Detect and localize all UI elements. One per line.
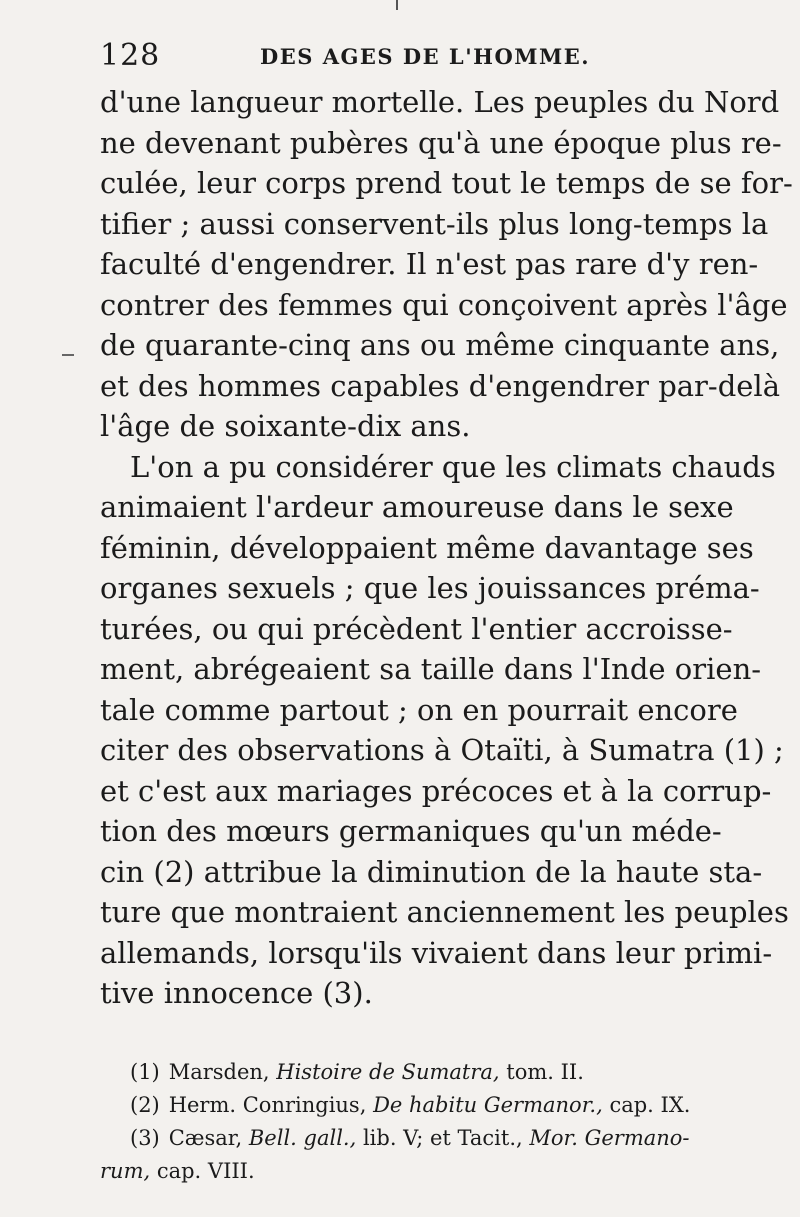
footnote-text: Marsden, [168,1060,277,1084]
running-title: DES AGES DE L'HOMME. [260,44,591,69]
footnote-text: tom. II. [499,1060,584,1084]
text-line: tale comme partout ; on en pourrait encore [100,692,738,727]
footnote [100,1089,700,1122]
text-line: féminin, développaient même davantage ses [100,530,754,565]
footnote-text: lib. V; et Tacit., [356,1126,530,1150]
footnote-text: Herm. Conringius, [168,1093,374,1117]
text-line: culée, leur corps prend tout le temps de se for- [100,166,793,200]
print-mark [396,0,398,10]
footnote-text: cap. VIII. [150,1159,255,1183]
footnote-mark: (2) [130,1093,160,1117]
footnote-mark: (3) [130,1126,160,1150]
text-line: ture que montraient anciennement les peuples [100,895,789,929]
text-line: cin (2) attribue la diminution de la haute sta- [100,854,763,889]
text-line: et c'est aux mariages précoces et à la corrup- [100,773,772,808]
footnote-continuation [100,1155,700,1188]
page-number: 128 [100,38,161,73]
footnote-text: Cæsar, [168,1126,249,1150]
text-line: animaient l'ardeur amoureuse dans le sexe [100,490,734,524]
text-line: ne devenant pubères qu'à une époque plus re- [100,125,782,160]
footnote-title: Histoire de Sumatra, [276,1060,500,1084]
footnote-title: rum, [100,1159,151,1183]
text-line: faculté d'engendrer. Il n'est pas rare d'y ren- [100,247,759,281]
footnote [100,1056,700,1089]
footnote-title: De habitu Germanor., [373,1093,603,1117]
text-line: L'on a pu considérer que les climats chauds [130,449,776,484]
footnote-text: cap. IX. [602,1093,691,1117]
text-line: ment, abrégeaient sa taille dans l'Inde orien- [100,652,762,686]
footnote-title: Bell. gall., [248,1126,357,1150]
text-line: organes sexuels ; que les jouissances préma- [100,571,760,605]
text-line: tive innocence (3). [100,976,373,1010]
text-line: tifier ; aussi conservent-ils plus long-temps la [100,206,769,241]
footnote [100,1122,700,1155]
footnote-mark: (1) [130,1060,160,1084]
text-line: citer des observations à Otaïti, à Sumatra (1) ; [100,733,784,767]
text-line: et des hommes capables d'engendrer par-delà [100,368,780,403]
text-line: l'âge de soixante-dix ans. [100,409,471,443]
text-line: contrer des femmes qui conçoivent après l'âge [100,287,788,322]
text-line: allemands, lorsqu'ils vivaient dans leur primi- [100,935,773,970]
text-line: turées, ou qui précèdent l'entier accroisse- [100,611,733,646]
footnotes [100,1056,700,1188]
body-text [100,82,793,1014]
page-header [100,38,700,78]
text-line: d'une langueur mortelle. Les peuples du Nord [100,85,780,119]
footnote-title: Mor. Germano- [529,1126,690,1150]
text-line: de quarante-cinq ans ou même cinquante ans, [100,328,780,362]
margin-mark [62,354,74,356]
text-line: tion des mœurs germaniques qu'un méde- [100,814,722,848]
